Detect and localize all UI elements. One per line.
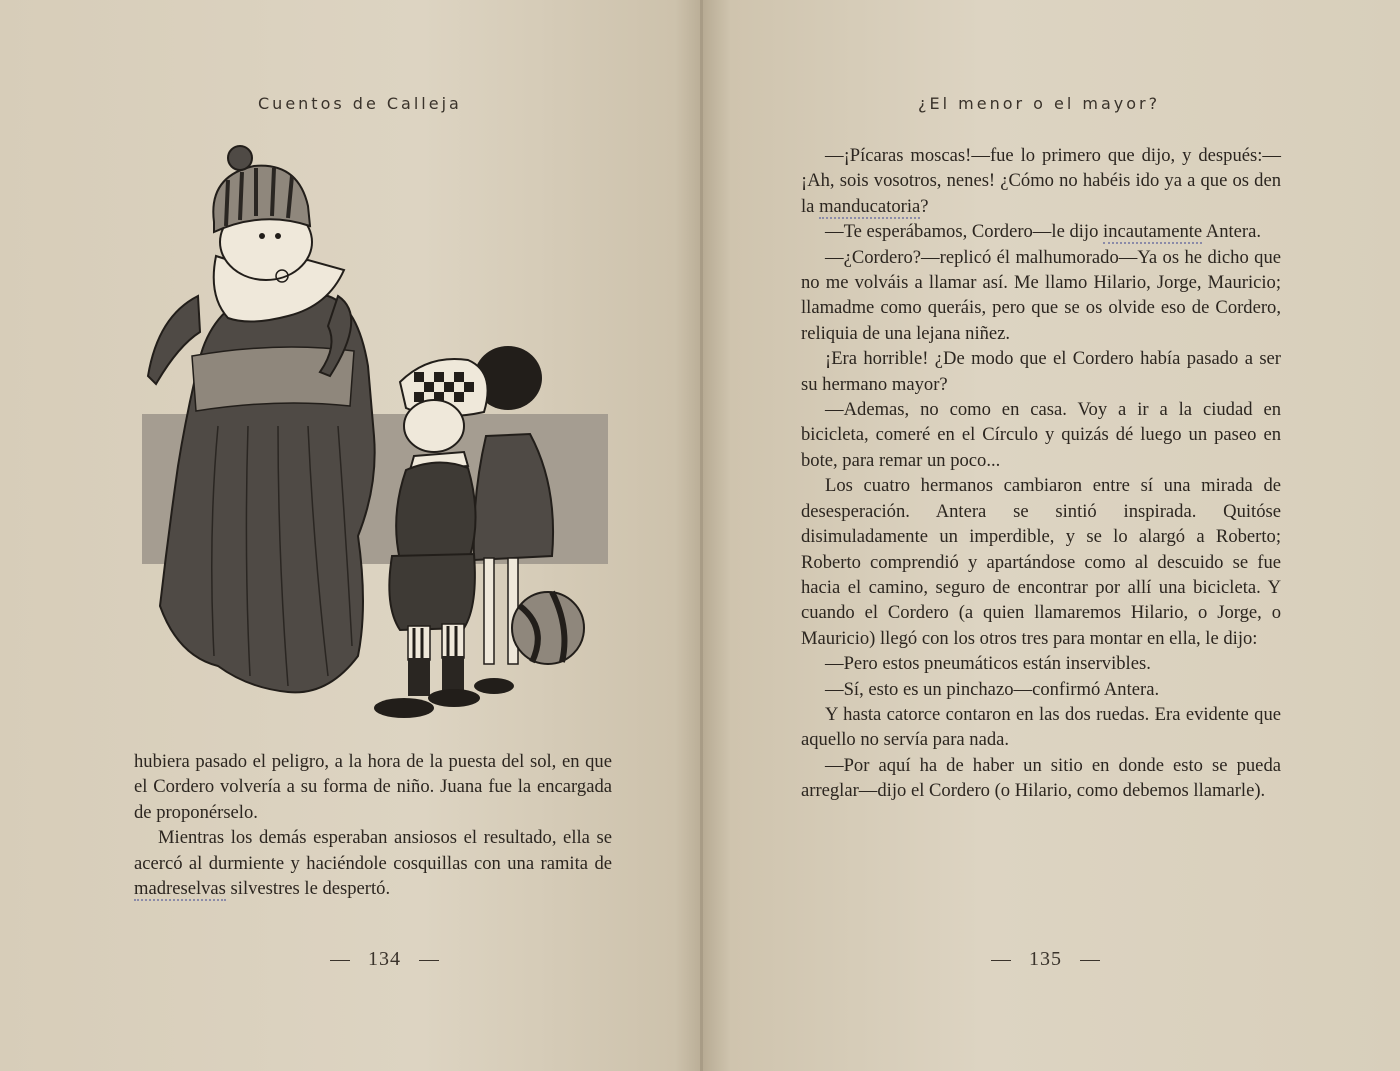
right-paragraph-5: —Ademas, no como en casa. Voy a ir a la ciudad en bicicleta, comeré en el Círculo y quizás dé luego un paseo en bote, para remar un poco... xyxy=(801,399,1281,471)
right-paragraph-6: Los cuatro hermanos cambiaron entre sí una mirada de desesperación. Antera se sintió inspirada. Quitóse disimuladamente un imperdible, y se lo alargó a Roberto; Roberto comprendió y apartándose como al descuido se fue hacia el camino, seguro de encontrar por allí una bicicleta. Y cuando el Cordero (a quien llamaremos Hilario, o Jorge, o Mauricio) llegó con los otros tres para montar en ella, le dijo: xyxy=(801,475,1281,649)
right-paragraph-1-text-a: —¡Pícaras moscas!—fue lo primero que dijo, y después:—¡Ah, sois vosotros, nenes! ¿Cómo no habéis ido ya a que os den la xyxy=(801,145,1281,217)
page-number-left xyxy=(312,948,457,971)
page-number-135: 135 xyxy=(1029,948,1062,970)
right-paragraph-1-text-b: ? xyxy=(920,195,929,217)
left-paragraph-1 xyxy=(134,749,612,825)
running-head-left: Cuentos de Calleja xyxy=(258,94,462,113)
right-paragraph-2-text-a: —Te esperábamos, Cordero—le dijo xyxy=(825,221,1104,243)
right-body-text xyxy=(801,143,1281,804)
left-paragraph-2-text-b: silvestres le despertó. xyxy=(225,878,391,900)
illustration-baby-and-children xyxy=(138,136,612,728)
page-number-right xyxy=(973,948,1118,971)
page-number-134: 134 xyxy=(368,948,401,970)
underlined-word-manducatoria: manducatoria xyxy=(819,195,921,217)
left-paragraph-1-text: hubiera pasado el peligro, a la hora de la puesta del sol, en que el Cordero volvería a su forma de niño. Juana fue la encargada de proponérselo. xyxy=(134,751,612,823)
ball xyxy=(512,592,584,664)
right-paragraph-7: —Pero estos pneumáticos están inservibles. xyxy=(825,653,1151,675)
right-paragraph-1 xyxy=(801,143,1281,219)
right-paragraph-8: —Sí, esto es un pinchazo—confirmó Antera. xyxy=(825,678,1160,700)
left-paragraph-2-text-a: Mientras los demás esperaban ansiosos el resultado, ella se acercó al durmiente y haciéndole cosquillas con una ramita de xyxy=(134,827,612,874)
right-page xyxy=(703,0,1400,1071)
right-paragraph-2 xyxy=(801,219,1281,244)
underlined-word-incautamente: incautamente xyxy=(1103,221,1203,243)
right-paragraph-10: —Por aquí ha de haber un sitio en donde esto se pueda arreglar—dijo el Cordero (o Hilario, como debemos llamarle). xyxy=(801,754,1281,802)
underlined-word-madreselvas: madreselvas xyxy=(134,878,226,900)
right-paragraph-2-text-b: Antera. xyxy=(1202,221,1262,243)
left-paragraph-2 xyxy=(134,825,612,901)
right-paragraph-3: —¿Cordero?—replicó él malhumorado—Ya os he dicho que no me volváis a llamar así. Me llamo Hilario, Jorge, Mauricio; llamadme como queráis, pero que se os olvide eso de Cordero, reliquia de una lejana niñez. xyxy=(801,246,1281,344)
running-head-right: ¿El menor o el mayor? xyxy=(918,94,1161,113)
right-paragraph-4: ¡Era horrible! ¿De modo que el Cordero había pasado a ser su hermano mayor? xyxy=(801,348,1281,395)
right-paragraph-9: Y hasta catorce contaron en las dos ruedas. Era evidente que aquello no servía para nada. xyxy=(801,703,1281,751)
left-body-text xyxy=(134,749,612,901)
boy-jacket xyxy=(396,462,475,560)
